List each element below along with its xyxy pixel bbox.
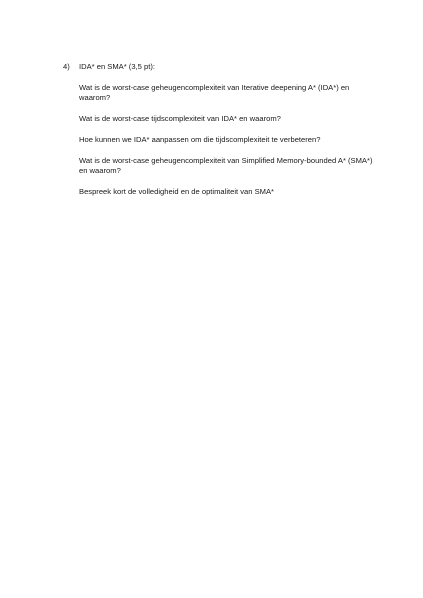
- sub-question-ida-time: Wat is de worst-case tijdscomplexiteit van IDA* en waarom?: [79, 114, 281, 123]
- sub-question-ida-memory: Wat is de worst-case geheugencomplexiteit van Iterative deepening A* (IDA*) en waarom?: [79, 83, 350, 102]
- sub-question-ida-improve: Hoe kunnen we IDA* aanpassen om die tijdscomplexiteit te verbeteren?: [79, 135, 321, 144]
- sub-question-sma-completeness: Bespreek kort de volledigheid en de optimaliteit van SMA*: [79, 187, 275, 196]
- sub-question-list: [63, 83, 373, 197]
- question-number: 4): [63, 62, 70, 71]
- question-header: [63, 62, 373, 72]
- sub-question-sma-memory: Wat is de worst-case geheugencomplexiteit van Simplified Memory-bounded A* (SMA*) en waarom?: [79, 156, 373, 175]
- question-title: IDA* en SMA* (3,5 pt):: [79, 62, 155, 71]
- exam-question: [63, 62, 373, 208]
